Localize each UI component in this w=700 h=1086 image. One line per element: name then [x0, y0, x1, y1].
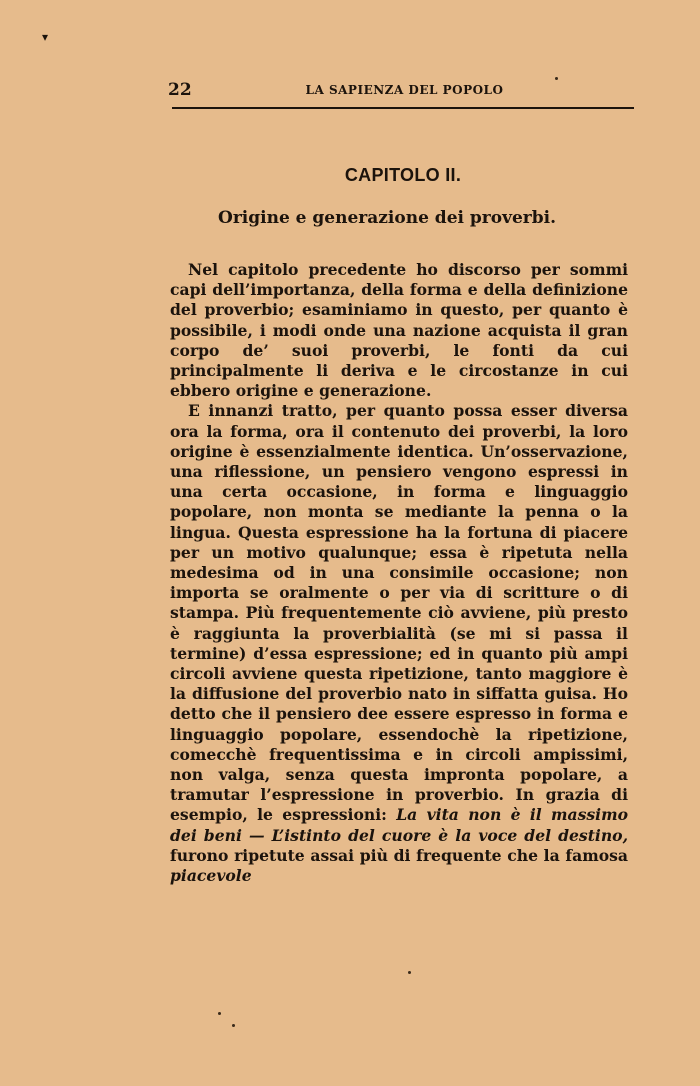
page-number: 22	[168, 80, 192, 100]
paragraph-2-continuation: furono ripetute assai più di frequente che la famosa	[170, 845, 628, 865]
quoted-word: piacevole	[170, 866, 252, 886]
header-rule	[172, 107, 634, 109]
paragraph-2-text: E innanzi tratto, per quanto possa esser diversa ora la forma, ora il contenuto dei proverbi, la loro origine è essenzialmente identica. Un’osservazione, una riflessione, un pensiero vengono espressi in una certa occasione, in forma e linguaggio popolare, non monta se mediante la penna o la lingua. Questa espressione ha la fortuna di piacere per un motivo qualunque; essa è ripetuta nella medesima od in una consimile occasione; non importa se oralmente o per via di scritture o di stampa. Più frequentemente ciò avviene, più presto è raggiunta la proverbialità (se mi si passa il termine) d’essa espressione; ed in quanto più ampi circoli avviene questa ripetizione, tanto maggiore è la diffusione del proverbio nato in siffatta guisa. Ho detto che il pensiero dee essere espresso in forma e linguaggio popolare, essendochè la ripetizione, comecchè frequentissima e in circoli ampissimi, non valga, senza questa impronta popolare, a tramutar l’espressione in proverbio. In grazia di esempio, le espressioni:	[170, 401, 628, 825]
quoted-proverbs: La vita non è il massimo dei beni — L’istinto del cuore è la voce del destino,	[170, 805, 628, 845]
speck-mark	[218, 1012, 221, 1015]
running-head: LA SAPIENZA DEL POPOLO	[305, 83, 504, 97]
paragraph-2	[170, 401, 628, 886]
chapter-subtitle: Origine e generazione dei proverbi.	[218, 208, 556, 228]
speck-mark	[232, 1024, 235, 1027]
chapter-title: CAPITOLO II.	[344, 165, 462, 185]
paragraph-1: Nel capitolo precedente ho discorso per sommi capi dell’importanza, della forma e della definizione del proverbio; esaminiamo in questo, per quanto è possibile, i modi onde una nazione acquista il gran corpo de’ suoi proverbi, le fonti da cui principalmente li deriva e le circostanze in cui ebbero origine e generazione.	[170, 260, 628, 401]
speck-mark	[408, 971, 411, 974]
speck-mark	[555, 77, 558, 80]
body-text	[170, 260, 628, 886]
corner-mark: ▾	[42, 30, 49, 44]
page-header	[168, 80, 635, 102]
